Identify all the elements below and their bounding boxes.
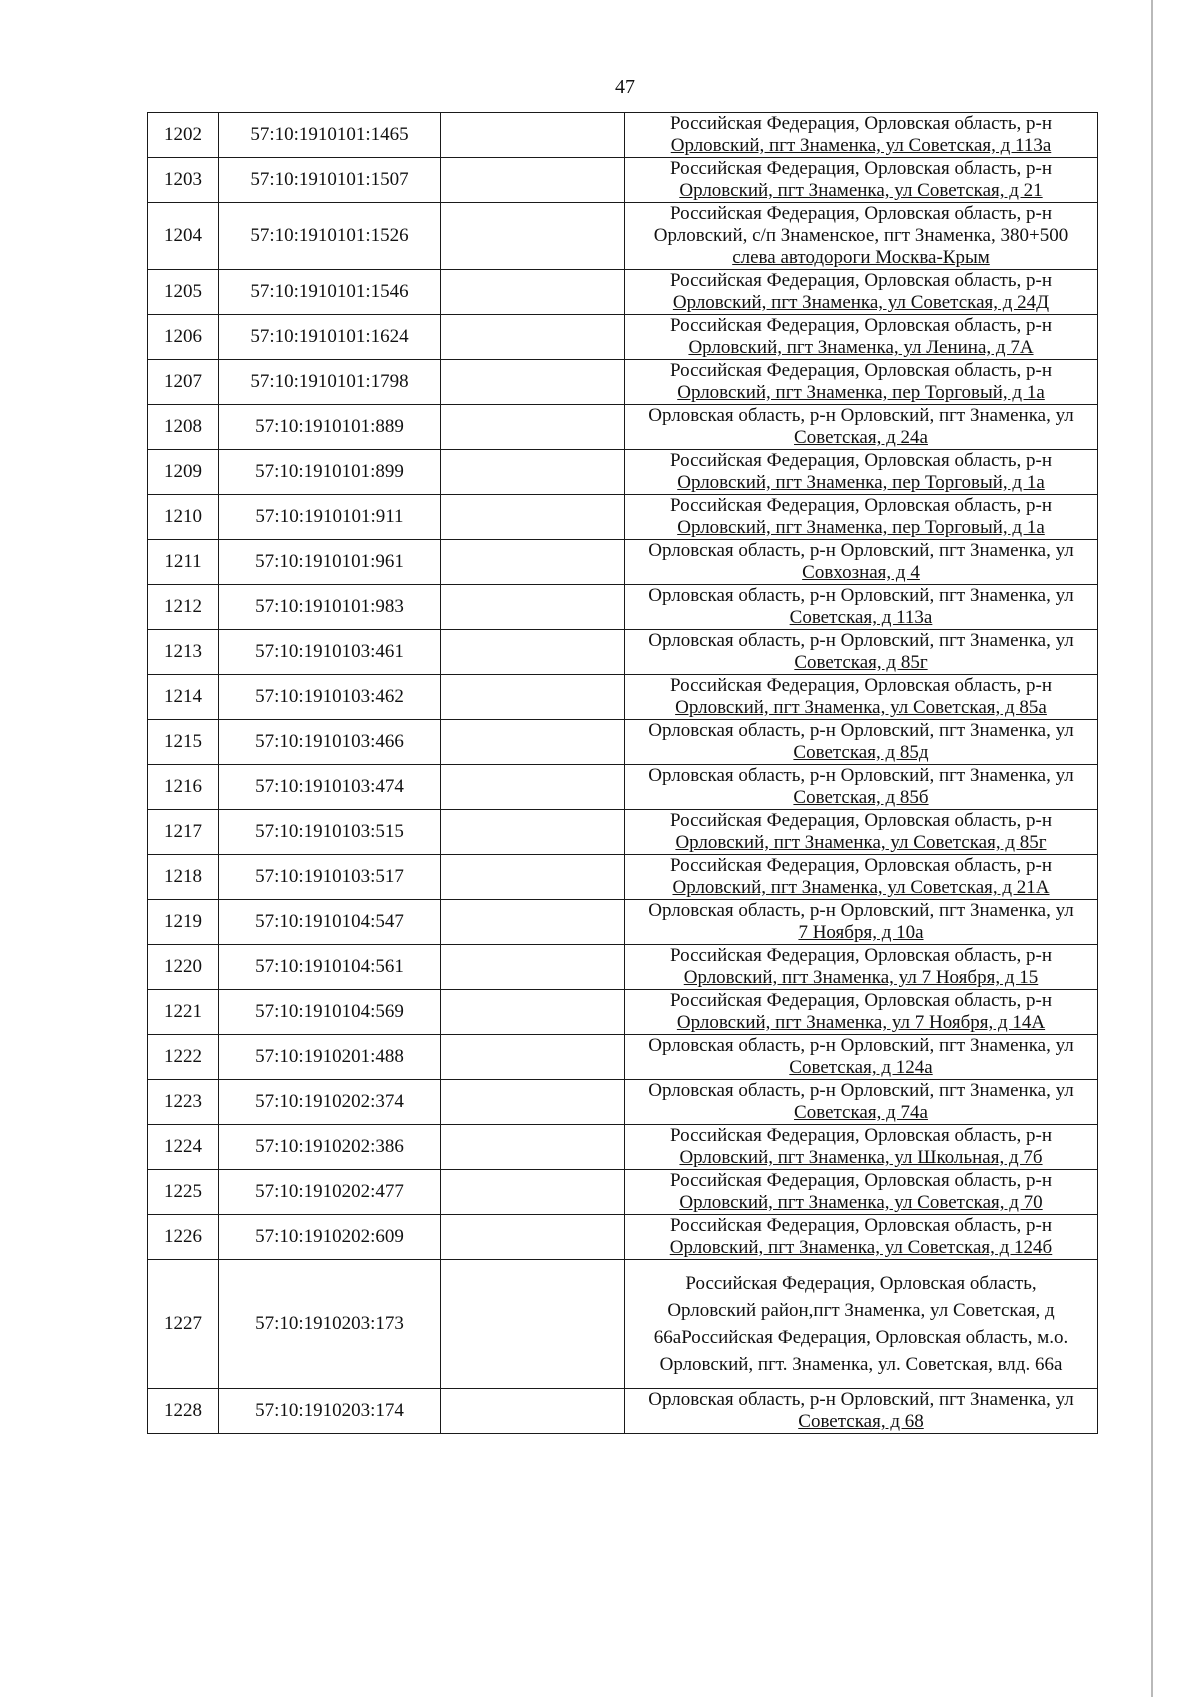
table-row bbox=[148, 630, 1098, 675]
row-number-cell: 1221 bbox=[148, 990, 219, 1035]
address-line: Российская Федерация, Орловская область, р-н bbox=[670, 315, 1052, 336]
empty-cell bbox=[441, 585, 625, 630]
address-line: Советская, д 85б bbox=[793, 787, 929, 808]
address-line: Советская, д 24а bbox=[794, 427, 928, 448]
address-line: Орловская область, р-н Орловский, пгт Знаменка, ул bbox=[648, 540, 1074, 561]
row-number-cell: 1219 bbox=[148, 900, 219, 945]
address-line: Орловский, пгт Знаменка, пер Торговый, д 1а bbox=[677, 472, 1045, 493]
address-line: Орловский, пгт Знаменка, ул Советская, д 21А bbox=[672, 877, 1050, 898]
empty-cell bbox=[441, 270, 625, 315]
table-row bbox=[148, 855, 1098, 900]
row-number-cell: 1207 bbox=[148, 360, 219, 405]
row-number-cell: 1225 bbox=[148, 1170, 219, 1215]
row-number-cell: 1206 bbox=[148, 315, 219, 360]
empty-cell bbox=[441, 1125, 625, 1170]
address-cell bbox=[625, 203, 1098, 270]
row-number-cell: 1202 bbox=[148, 113, 219, 158]
address-cell bbox=[625, 855, 1098, 900]
cadastral-number-cell: 57:10:1910203:174 bbox=[219, 1389, 441, 1434]
table-row bbox=[148, 450, 1098, 495]
address-line: Орловская область, р-н Орловский, пгт Знаменка, ул bbox=[648, 630, 1074, 651]
address-cell bbox=[625, 1260, 1098, 1389]
registry-body bbox=[148, 113, 1098, 1434]
address-line: Орловская область, р-н Орловский, пгт Знаменка, ул bbox=[648, 405, 1074, 426]
cadastral-number-cell: 57:10:1910101:1546 bbox=[219, 270, 441, 315]
row-number-cell: 1217 bbox=[148, 810, 219, 855]
row-number-cell: 1220 bbox=[148, 945, 219, 990]
address-cell bbox=[625, 495, 1098, 540]
empty-cell bbox=[441, 1215, 625, 1260]
address-cell bbox=[625, 405, 1098, 450]
cadastral-number-cell: 57:10:1910103:515 bbox=[219, 810, 441, 855]
cadastral-number-cell: 57:10:1910103:517 bbox=[219, 855, 441, 900]
address-cell bbox=[625, 113, 1098, 158]
address-cell bbox=[625, 1389, 1098, 1434]
address-cell bbox=[625, 1080, 1098, 1125]
cadastral-number-cell: 57:10:1910202:477 bbox=[219, 1170, 441, 1215]
row-number-cell: 1222 bbox=[148, 1035, 219, 1080]
cadastral-number-cell: 57:10:1910101:983 bbox=[219, 585, 441, 630]
empty-cell bbox=[441, 540, 625, 585]
row-number-cell: 1214 bbox=[148, 675, 219, 720]
table-row bbox=[148, 675, 1098, 720]
empty-cell bbox=[441, 1389, 625, 1434]
table-row bbox=[148, 1125, 1098, 1170]
table-row bbox=[148, 1080, 1098, 1125]
address-line: Российская Федерация, Орловская область, р-н bbox=[670, 810, 1052, 831]
address-line: Российская Федерация, Орловская область, р-н bbox=[670, 158, 1052, 179]
address-line: Российская Федерация, Орловская область, р-н bbox=[670, 855, 1052, 876]
empty-cell bbox=[441, 765, 625, 810]
address-cell bbox=[625, 765, 1098, 810]
empty-cell bbox=[441, 630, 625, 675]
row-number-cell: 1210 bbox=[148, 495, 219, 540]
empty-cell bbox=[441, 1080, 625, 1125]
empty-cell bbox=[441, 855, 625, 900]
row-number-cell: 1227 bbox=[148, 1260, 219, 1389]
address-cell bbox=[625, 315, 1098, 360]
table-row bbox=[148, 1215, 1098, 1260]
table-row bbox=[148, 270, 1098, 315]
empty-cell bbox=[441, 315, 625, 360]
table-row bbox=[148, 203, 1098, 270]
row-number-cell: 1209 bbox=[148, 450, 219, 495]
address-line: Советская, д 85г bbox=[794, 652, 928, 673]
table-row bbox=[148, 540, 1098, 585]
table-row bbox=[148, 113, 1098, 158]
row-number-cell: 1205 bbox=[148, 270, 219, 315]
row-number-cell: 1213 bbox=[148, 630, 219, 675]
cadastral-number-cell: 57:10:1910101:1526 bbox=[219, 203, 441, 270]
table-row bbox=[148, 1260, 1098, 1389]
address-line: Орловский, пгт Знаменка, пер Торговый, д 1а bbox=[677, 382, 1045, 403]
empty-cell bbox=[441, 405, 625, 450]
empty-cell bbox=[441, 158, 625, 203]
address-line: Российская Федерация, Орловская область, р-н bbox=[670, 203, 1052, 224]
cadastral-number-cell: 57:10:1910101:1798 bbox=[219, 360, 441, 405]
address-cell bbox=[625, 1215, 1098, 1260]
table-row bbox=[148, 810, 1098, 855]
table-row bbox=[148, 945, 1098, 990]
address-line: Российская Федерация, Орловская область, bbox=[685, 1273, 1037, 1294]
row-number-cell: 1224 bbox=[148, 1125, 219, 1170]
cadastral-number-cell: 57:10:1910101:1507 bbox=[219, 158, 441, 203]
empty-cell bbox=[441, 900, 625, 945]
address-cell bbox=[625, 900, 1098, 945]
empty-cell bbox=[441, 1260, 625, 1389]
page-edge-divider bbox=[1151, 0, 1153, 1697]
address-line: Российская Федерация, Орловская область, р-н bbox=[670, 1125, 1052, 1146]
table-row bbox=[148, 765, 1098, 810]
address-line: Орловская область, р-н Орловский, пгт Знаменка, ул bbox=[648, 585, 1074, 606]
address-cell bbox=[625, 720, 1098, 765]
cadastral-number-cell: 57:10:1910203:173 bbox=[219, 1260, 441, 1389]
address-line: Российская Федерация, Орловская область, р-н bbox=[670, 1170, 1052, 1191]
cadastral-number-cell: 57:10:1910104:547 bbox=[219, 900, 441, 945]
cadastral-number-cell: 57:10:1910103:462 bbox=[219, 675, 441, 720]
address-line: Орловский, пгт Знаменка, ул Советская, д 85а bbox=[675, 697, 1047, 718]
table-row bbox=[148, 1170, 1098, 1215]
address-line: Орловский, пгт Знаменка, ул Советская, д 85г bbox=[675, 832, 1047, 853]
table-row bbox=[148, 315, 1098, 360]
address-line: Орловский, пгт Знаменка, ул Советская, д 24Д bbox=[672, 292, 1050, 313]
cadastral-number-cell: 57:10:1910103:466 bbox=[219, 720, 441, 765]
address-line: Совхозная, д 4 bbox=[802, 562, 920, 583]
address-line: Орловский, пгт Знаменка, ул Школьная, д 7б bbox=[679, 1147, 1043, 1168]
row-number-cell: 1218 bbox=[148, 855, 219, 900]
address-line: Российская Федерация, Орловская область, р-н bbox=[670, 360, 1052, 381]
cadastral-number-cell: 57:10:1910202:374 bbox=[219, 1080, 441, 1125]
address-line: Орловская область, р-н Орловский, пгт Знаменка, ул bbox=[648, 900, 1074, 921]
address-line: Орловская область, р-н Орловский, пгт Знаменка, ул bbox=[648, 1080, 1074, 1101]
address-line: Орловский, пгт Знаменка, ул Советская, д 124б bbox=[669, 1237, 1053, 1258]
address-line: Советская, д 85д bbox=[793, 742, 929, 763]
address-line: 66аРоссийская Федерация, Орловская область, м.о. bbox=[653, 1327, 1069, 1348]
empty-cell bbox=[441, 450, 625, 495]
address-line: Российская Федерация, Орловская область, р-н bbox=[670, 113, 1052, 134]
address-cell bbox=[625, 585, 1098, 630]
address-line: Российская Федерация, Орловская область, р-н bbox=[670, 270, 1052, 291]
address-line: Российская Федерация, Орловская область, р-н bbox=[670, 675, 1052, 696]
address-line: Орловский, пгт Знаменка, ул Ленина, д 7А bbox=[688, 337, 1034, 358]
address-line: Орловский, пгт Знаменка, ул Советская, д 21 bbox=[679, 180, 1043, 201]
address-line: Орловский, пгт Знаменка, пер Торговый, д 1а bbox=[677, 517, 1045, 538]
address-line: Орловский, пгт. Знаменка, ул. Советская, влд. 66а bbox=[659, 1354, 1063, 1375]
address-line: Российская Федерация, Орловская область, р-н bbox=[670, 1215, 1052, 1236]
address-line: Российская Федерация, Орловская область, р-н bbox=[670, 495, 1052, 516]
address-cell bbox=[625, 810, 1098, 855]
address-cell bbox=[625, 1170, 1098, 1215]
cadastral-number-cell: 57:10:1910101:911 bbox=[219, 495, 441, 540]
address-line: Советская, д 68 bbox=[798, 1411, 924, 1432]
cadastral-number-cell: 57:10:1910101:899 bbox=[219, 450, 441, 495]
address-line: Советская, д 113а bbox=[789, 607, 933, 628]
empty-cell bbox=[441, 720, 625, 765]
empty-cell bbox=[441, 1035, 625, 1080]
cadastral-number-cell: 57:10:1910101:889 bbox=[219, 405, 441, 450]
cadastral-number-cell: 57:10:1910202:386 bbox=[219, 1125, 441, 1170]
address-line: 7 Ноября, д 10а bbox=[798, 922, 924, 943]
address-cell bbox=[625, 360, 1098, 405]
row-number-cell: 1203 bbox=[148, 158, 219, 203]
row-number-cell: 1228 bbox=[148, 1389, 219, 1434]
address-cell bbox=[625, 1125, 1098, 1170]
address-line: Орловский, пгт Знаменка, ул Советская, д 70 bbox=[679, 1192, 1043, 1213]
cadastral-number-cell: 57:10:1910202:609 bbox=[219, 1215, 441, 1260]
table-row bbox=[148, 1035, 1098, 1080]
cadastral-number-cell: 57:10:1910101:1465 bbox=[219, 113, 441, 158]
empty-cell bbox=[441, 810, 625, 855]
address-line: Орловский, пгт Знаменка, ул Советская, д 113а bbox=[670, 135, 1052, 156]
address-cell bbox=[625, 1035, 1098, 1080]
address-cell bbox=[625, 990, 1098, 1035]
empty-cell bbox=[441, 113, 625, 158]
address-cell bbox=[625, 630, 1098, 675]
table-row bbox=[148, 585, 1098, 630]
empty-cell bbox=[441, 1170, 625, 1215]
table-row bbox=[148, 495, 1098, 540]
cadastral-number-cell: 57:10:1910201:488 bbox=[219, 1035, 441, 1080]
address-line: Советская, д 124а bbox=[789, 1057, 933, 1078]
address-line: Орловский, с/п Знаменское, пгт Знаменка, 380+500 bbox=[653, 225, 1069, 246]
table-row bbox=[148, 900, 1098, 945]
cadastral-number-cell: 57:10:1910104:561 bbox=[219, 945, 441, 990]
table-row bbox=[148, 720, 1098, 765]
cadastral-number-cell: 57:10:1910101:961 bbox=[219, 540, 441, 585]
cadastral-number-cell: 57:10:1910103:474 bbox=[219, 765, 441, 810]
page-number: 47 bbox=[615, 76, 635, 98]
address-cell bbox=[625, 270, 1098, 315]
empty-cell bbox=[441, 945, 625, 990]
table-row bbox=[148, 158, 1098, 203]
row-number-cell: 1208 bbox=[148, 405, 219, 450]
address-cell bbox=[625, 450, 1098, 495]
address-cell bbox=[625, 158, 1098, 203]
table-row bbox=[148, 1389, 1098, 1434]
address-line: Орловская область, р-н Орловский, пгт Знаменка, ул bbox=[648, 1035, 1074, 1056]
address-line: Орловский, пгт Знаменка, ул 7 Ноября, д 15 bbox=[683, 967, 1039, 988]
row-number-cell: 1215 bbox=[148, 720, 219, 765]
address-line: Российская Федерация, Орловская область, р-н bbox=[670, 990, 1052, 1011]
address-line: Орловская область, р-н Орловский, пгт Знаменка, ул bbox=[648, 720, 1074, 741]
cadastral-number-cell: 57:10:1910101:1624 bbox=[219, 315, 441, 360]
address-line: Российская Федерация, Орловская область, р-н bbox=[670, 945, 1052, 966]
row-number-cell: 1212 bbox=[148, 585, 219, 630]
address-line: Орловская область, р-н Орловский, пгт Знаменка, ул bbox=[648, 765, 1074, 786]
table-row bbox=[148, 360, 1098, 405]
row-number-cell: 1223 bbox=[148, 1080, 219, 1125]
address-cell bbox=[625, 945, 1098, 990]
address-line: Орловская область, р-н Орловский, пгт Знаменка, ул bbox=[648, 1389, 1074, 1410]
row-number-cell: 1211 bbox=[148, 540, 219, 585]
empty-cell bbox=[441, 360, 625, 405]
table-row bbox=[148, 405, 1098, 450]
table-row bbox=[148, 990, 1098, 1035]
row-number-cell: 1226 bbox=[148, 1215, 219, 1260]
empty-cell bbox=[441, 675, 625, 720]
row-number-cell: 1216 bbox=[148, 765, 219, 810]
row-number-cell: 1204 bbox=[148, 203, 219, 270]
empty-cell bbox=[441, 990, 625, 1035]
address-line: Орловский, пгт Знаменка, ул 7 Ноября, д 14А bbox=[676, 1012, 1046, 1033]
empty-cell bbox=[441, 203, 625, 270]
cadastral-number-cell: 57:10:1910104:569 bbox=[219, 990, 441, 1035]
empty-cell bbox=[441, 495, 625, 540]
address-cell bbox=[625, 540, 1098, 585]
address-line: Орловский район,пгт Знаменка, ул Советская, д bbox=[667, 1300, 1055, 1321]
address-cell bbox=[625, 675, 1098, 720]
cadastral-registry-table bbox=[147, 112, 1098, 1434]
cadastral-number-cell: 57:10:1910103:461 bbox=[219, 630, 441, 675]
address-line: Российская Федерация, Орловская область, р-н bbox=[670, 450, 1052, 471]
address-line: Советская, д 74а bbox=[794, 1102, 928, 1123]
address-line: слева автодороги Москва-Крым bbox=[732, 247, 990, 268]
